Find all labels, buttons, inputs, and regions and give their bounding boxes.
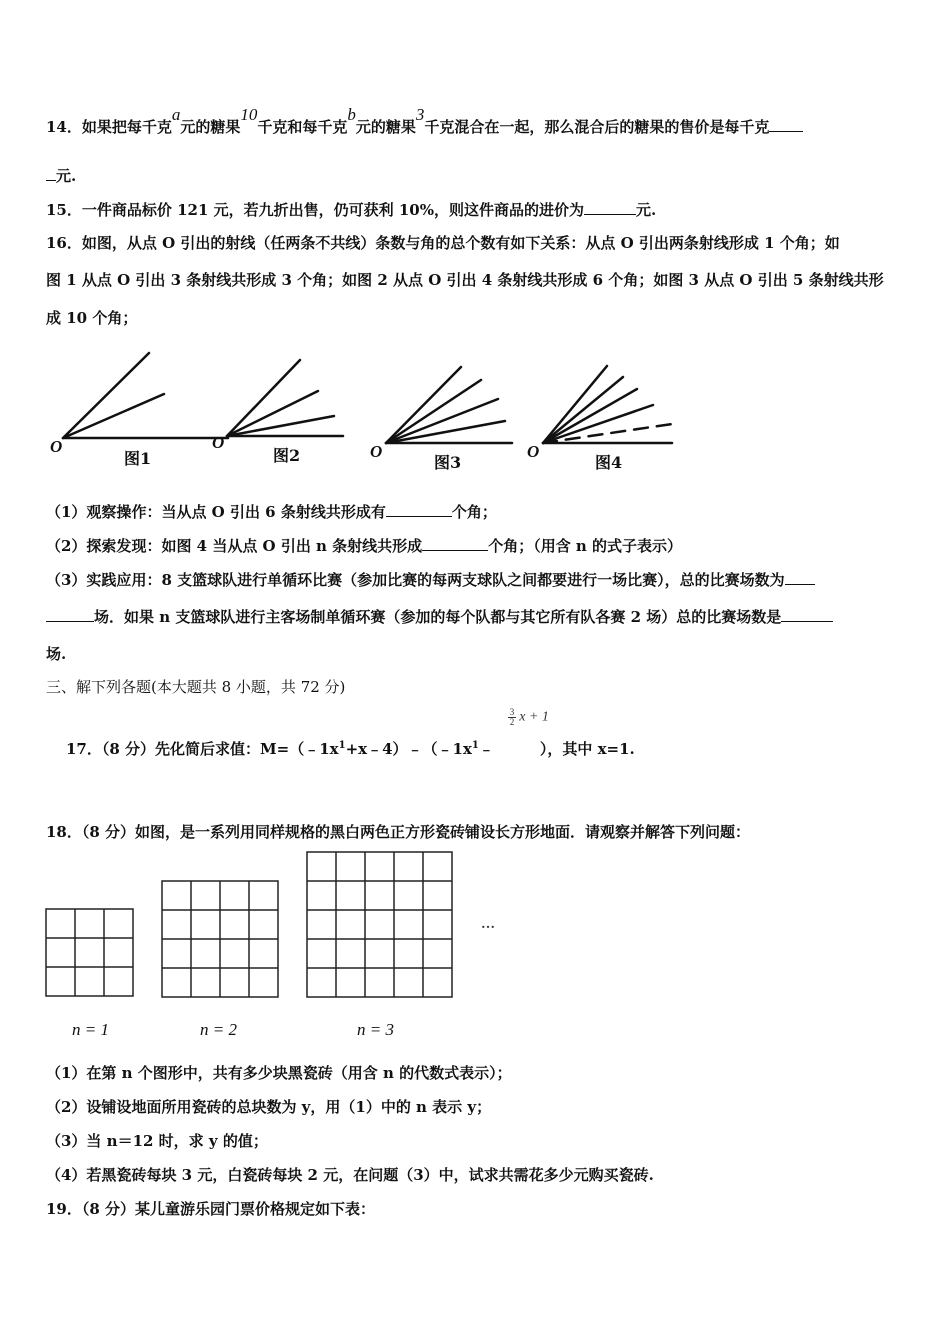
q14-text-2: 元的糖果 — [180, 118, 241, 136]
q14-text-5: 千克混合在一起，那么混合后的糖果的售价是每千克 — [424, 118, 770, 136]
q16-sub2-text-b: 个角；（用含 n 的式子表示） — [488, 537, 683, 555]
section-3-title: 三、解下列各题(本大题共 8 小题，共 72 分) — [46, 678, 346, 696]
figure-4 — [543, 366, 672, 443]
num-10: 10 — [240, 105, 258, 124]
q17-line — [66, 739, 635, 762]
tile-grid-n1 — [46, 909, 133, 996]
q16-sub2-text-a: （2）探索发现：如图 4 当从点 O 引出 n 条射线共形成 — [46, 537, 423, 555]
fig1-ray-2 — [63, 394, 164, 438]
q16-sub1-text-a: （1）观察操作：当从点 O 引出 6 条射线共形成有 — [46, 503, 386, 521]
fig3-origin-label: O — [370, 442, 383, 461]
q16-sub1-blank[interactable] — [386, 501, 452, 517]
figure-2 — [227, 360, 343, 436]
fig2-ray-3 — [227, 391, 318, 436]
fig2-caption: 图2 — [273, 446, 301, 465]
q14-line1 — [46, 105, 803, 137]
tile-grid-n3 — [307, 852, 452, 997]
q15-blank[interactable] — [584, 199, 636, 215]
fig1-ray-3 — [63, 353, 149, 438]
q16-sub3-text-b: 场．如果 n 支篮球队进行主客场制单循环赛（参加的每个队都与其它所有队各赛 2 场）总的比赛场数是 — [94, 608, 782, 626]
tile-figures — [40, 848, 520, 1008]
ray-figures — [40, 345, 700, 480]
q14-text-1: 14．如果把每千克 — [46, 118, 172, 136]
label-n2 — [200, 1020, 237, 1040]
tile-grid-n2 — [162, 881, 278, 997]
label-n1-text: n = 1 — [72, 1020, 109, 1039]
num-3: 3 — [415, 105, 425, 124]
q18-sub3: （3）当 n＝12 时，求 y 的值； — [46, 1132, 268, 1150]
q14-text-6: 元. — [56, 167, 77, 185]
q16-sub3-blank-1a[interactable] — [785, 569, 815, 585]
figure-3 — [386, 367, 512, 443]
q16-line3: 成 10 个角； — [46, 309, 138, 327]
fig3-caption: 图3 — [434, 453, 462, 472]
q16-sub1 — [46, 501, 497, 522]
q16-sub3-line1 — [46, 569, 815, 590]
q16-sub2-blank[interactable] — [422, 535, 488, 551]
q15-text-2: 元. — [635, 201, 657, 219]
q19-intro: 19．（8 分）某儿童游乐园门票价格规定如下表： — [46, 1200, 376, 1218]
q14-line2 — [46, 165, 76, 186]
q17-text-1: 17．（8 分）先化简后求值：M=（﹣1x — [66, 740, 339, 758]
var-b: b — [347, 105, 356, 124]
q14-blank-2[interactable] — [46, 165, 56, 181]
q16-line1: 16．如图，从点 O 引出的射线（任两条不共线）条数与角的总个数有如下关系：从点 O 引出两条射线形成 1 个角；如 — [46, 234, 840, 252]
q16-sub3-text-a: （3）实践应用：8 支篮球队进行单循环比赛（参加比赛的每两支球队之间都要进行一场比赛），总的比赛场数为 — [46, 571, 785, 589]
q17-frac-tail: x + 1 — [519, 709, 549, 725]
q17-sup-1: 1 — [338, 740, 346, 751]
label-n3 — [357, 1020, 394, 1040]
q15-line — [46, 199, 656, 220]
q17-text-2: +x﹣4）﹣（﹣1x — [345, 740, 472, 758]
q16-sub1-text-b: 个角； — [451, 503, 497, 521]
q16-sub3-line3: 场. — [46, 645, 67, 663]
q16-sub3-line2 — [46, 606, 833, 627]
q17-fraction — [508, 708, 549, 727]
q18-sub4: （4）若黑瓷砖每块 3 元，白瓷砖每块 2 元，在问题（3）中，试求共需花多少元购买瓷砖. — [46, 1166, 654, 1184]
q16-sub3-blank-1b[interactable] — [46, 606, 94, 622]
fig4-caption: 图4 — [595, 453, 623, 472]
fig2-origin-label: O — [212, 433, 225, 452]
q14-text-3: 千克和每千克 — [257, 118, 348, 136]
var-a: a — [171, 105, 181, 124]
fig1-origin-label: O — [50, 437, 63, 456]
q18-sub2: （2）设铺设地面所用瓷砖的总块数为 y，用（1）中的 n 表示 y； — [46, 1098, 492, 1116]
q16-sub3-blank-2[interactable] — [781, 606, 833, 622]
q17-text-4: ），其中 x=1. — [539, 740, 635, 758]
q18-sub1: （1）在第 n 个图形中，共有多少块黑瓷砖（用含 n 的代数式表示）； — [46, 1064, 512, 1082]
figure-1 — [63, 353, 228, 438]
q17-frac-num: 3 — [509, 707, 515, 717]
tile-ellipsis: … — [481, 917, 495, 932]
label-n3-text: n = 3 — [357, 1020, 394, 1039]
q18-intro: 18．（8 分）如图，是一系列用同样规格的黑白两色正方形瓷砖铺设长方形地面．请观察并解答下列问题： — [46, 823, 751, 841]
fig1-caption: 图1 — [124, 449, 152, 468]
label-n2-text: n = 2 — [200, 1020, 237, 1039]
label-n1 — [72, 1020, 109, 1040]
q17-frac-den: 2 — [509, 717, 515, 727]
fig4-origin-label: O — [527, 442, 540, 461]
q17-sup-2: 1 — [471, 740, 479, 751]
q17-text-3: ﹣ — [478, 740, 494, 758]
q16-line2: 图 1 从点 O 引出 3 条射线共形成 3 个角；如图 2 从点 O 引出 4 条射线共形成 6 个角；如图 3 从点 O 引出 5 条射线共形 — [46, 271, 884, 289]
q14-text-4: 元的糖果 — [355, 118, 416, 136]
q14-blank-1[interactable] — [769, 116, 803, 132]
q15-text-1: 15．一件商品标价 121 元，若九折出售，仍可获利 10%，则这件商品的进价为 — [46, 201, 584, 219]
q16-sub2 — [46, 535, 682, 556]
